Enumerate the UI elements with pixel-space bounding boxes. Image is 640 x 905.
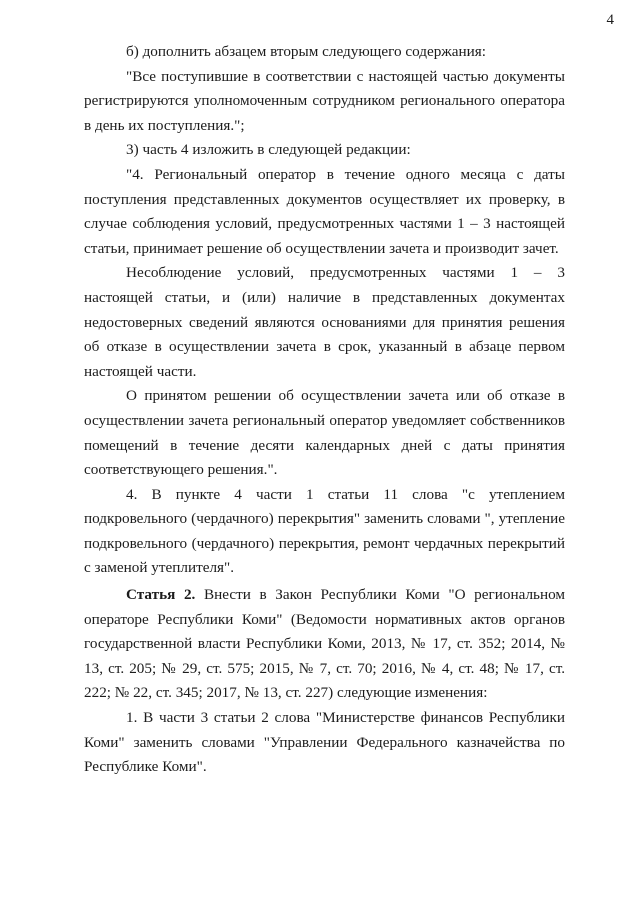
paragraph-noncompliance: Несоблюдение условий, предусмотренных частями 1 – 3 настоящей статьи, и (или) наличие в представленных документах недостоверных сведений являются основаниями для принятия решения об отказе в осуществлении зачета в срок, указанный в абзаце первом настоящей части.: [84, 264, 565, 380]
paragraph-quote-registration: "Все поступившие в соответствии с настоящей частью документы регистрируются уполномоченным сотрудником регионального оператора в день их поступления.";: [84, 67, 565, 134]
paragraph-part-4: "4. Региональный оператор в течение одного месяца с даты поступления представленных документов осуществляет их проверку, в случае соблюдения условий, предусмотренных частями 1 – 3 настоящей статьи, принимает решение об осуществлении зачета и производит зачет.: [84, 165, 565, 257]
article-2-item-1: 1. В части 3 статьи 2 слова "Министерстве финансов Республики Коми" заменить словами "Управлении Федерального казначейства по Республике Коми".: [84, 708, 565, 776]
article-2-paragraph: [84, 583, 565, 706]
document-body-top: [84, 40, 565, 581]
article-2-text: Внести в Закон Республики Коми "О региональном операторе Республики Коми" (Ведомости нормативных актов органов государственной власти Республики Коми, 2013, № 17, ст. 352; 2014, № 13, ст. 205; № 29, ст. 575; 2015, № 7, ст. 70; 2016, № 4, ст. 48; № 17, ст. 222; № 22, ст. 345; 2017, № 13, ст. 227) следующие изменения:: [84, 586, 566, 702]
article-2-section: [84, 583, 565, 780]
paragraph-item-4: 4. В пункте 4 части 1 статьи 11 слова "с утеплением подкровельного (чердачного) перекрытия" заменить словами ", утепление подкровельного (чердачного) перекрытия, ремонт чердачных перекрытий с заменой утеплителя".: [84, 485, 565, 577]
page-number: 4: [606, 12, 614, 28]
article-2-heading: Статья 2.: [126, 586, 196, 603]
paragraph-notification: О принятом решении об осуществлении зачета или об отказе в осуществлении зачета региональный оператор уведомляет собственников помещений в течение десяти календарных дней с даты принятия соответствующего решения.".: [84, 387, 565, 479]
paragraph-amend-b: б) дополнить абзацем вторым следующего содержания:: [126, 43, 486, 60]
paragraph-item-3: 3) часть 4 изложить в следующей редакции:: [126, 141, 411, 159]
